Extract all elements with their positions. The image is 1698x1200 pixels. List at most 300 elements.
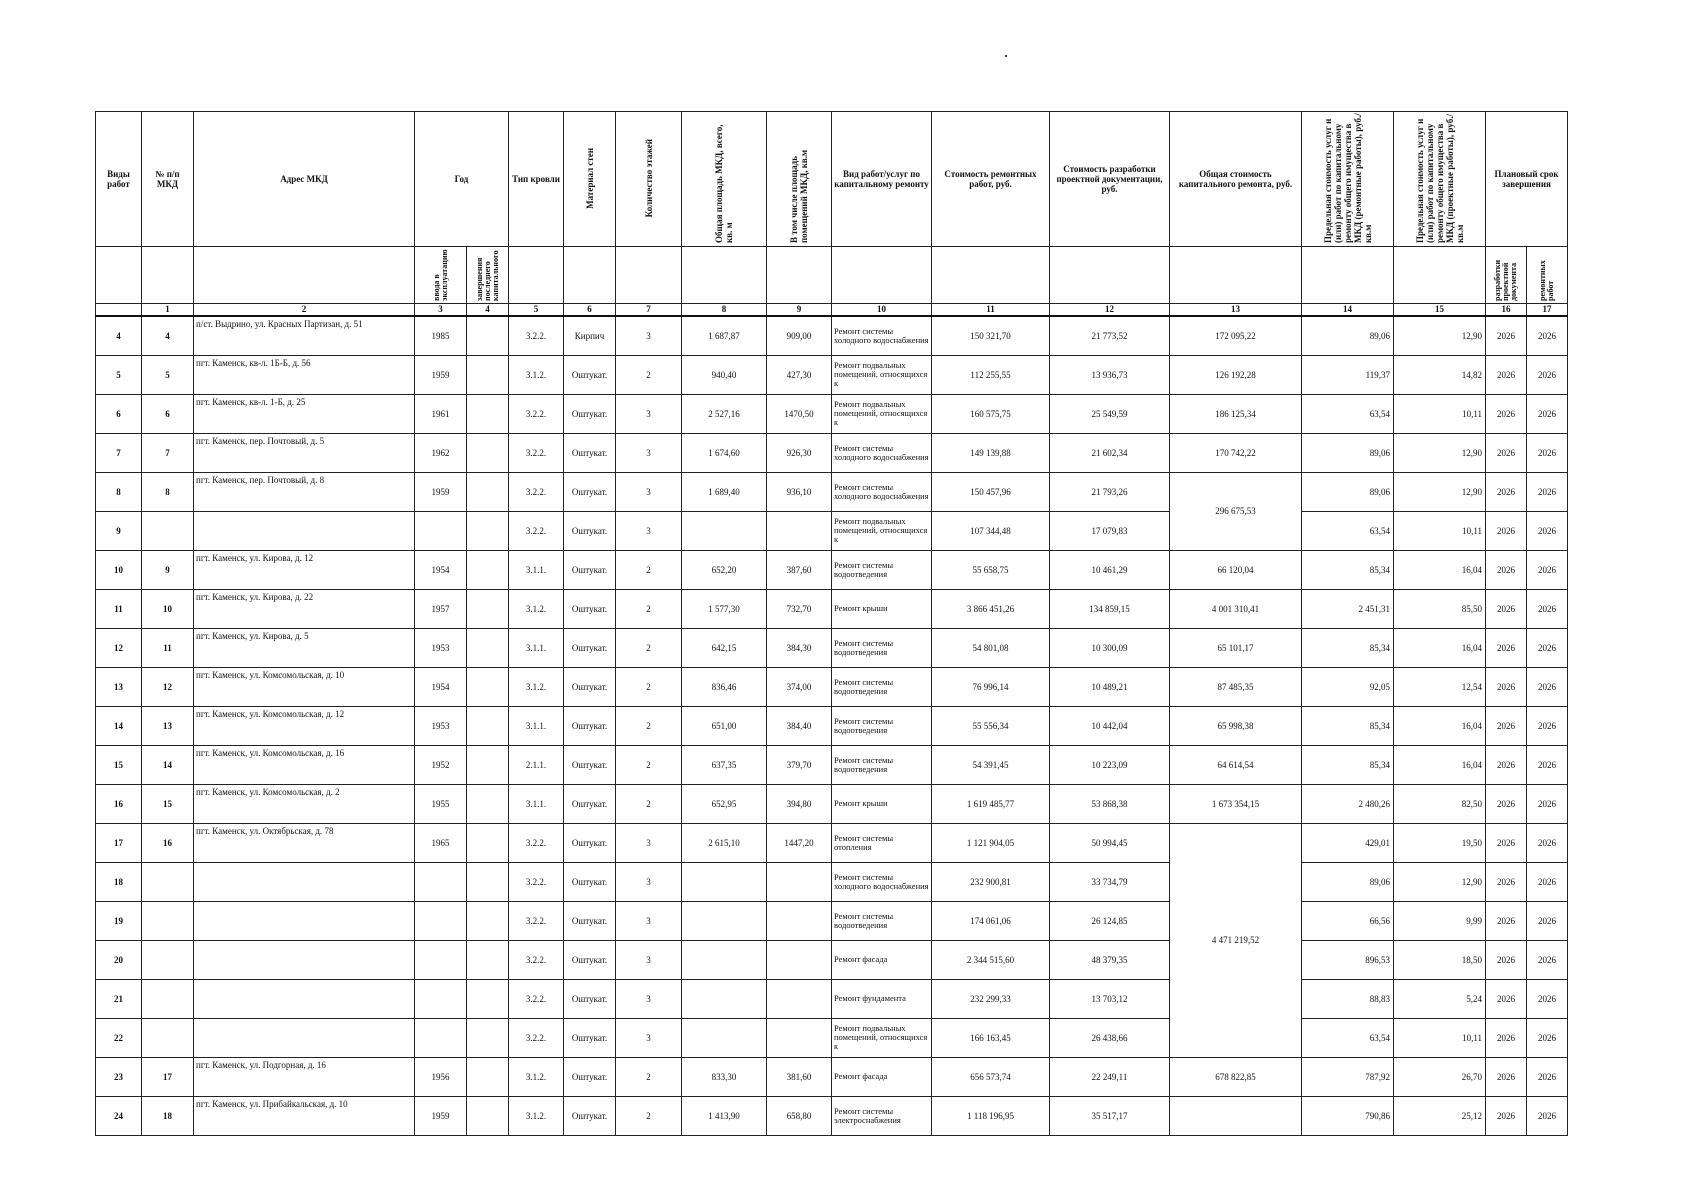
cell-vid-rabot: 7 — [96, 433, 142, 472]
cell-srok-proekt: 2026 — [1486, 1096, 1527, 1135]
cell-etazhi: 3 — [616, 1018, 682, 1057]
cell-tip-krovli: 3.1.2. — [509, 589, 564, 628]
cell-stoimost-razrabotki: 21 793,26 — [1050, 472, 1170, 511]
cell-adres — [194, 511, 415, 550]
cell-god-vvoda: 1965 — [415, 823, 467, 862]
cell-predelnaya-proekt: 12,90 — [1394, 316, 1486, 355]
cell-vid-rabot: 24 — [96, 1096, 142, 1135]
cell-god-zaversheniya — [467, 706, 509, 745]
cell-stoimost-remontnyh: 150 321,70 — [932, 316, 1050, 355]
cell-stoimost-razrabotki: 134 859,15 — [1050, 589, 1170, 628]
cell-obshchaya-ploshchad: 642,15 — [682, 628, 767, 667]
cell-vid-rabot-uslug: Ремонт крыши — [832, 589, 932, 628]
cell-god-vvoda — [415, 511, 467, 550]
cell-stoimost-remontnyh: 166 163,45 — [932, 1018, 1050, 1057]
cell-vid-rabot-uslug: Ремонт системы холодного водоснабжения — [832, 433, 932, 472]
cell-vid-rabot: 18 — [96, 862, 142, 901]
subheader-god-vvoda: ввода в эксплуатацию — [431, 249, 449, 301]
cell-obshchaya-ploshchad — [682, 979, 767, 1018]
cell-tip-krovli: 3.2.2. — [509, 511, 564, 550]
cell-predelnaya-proekt: 9,99 — [1394, 901, 1486, 940]
cell-material-sten: Оштукат. — [564, 784, 616, 823]
cell-adres — [194, 1018, 415, 1057]
cell-obshchaya-ploshchad — [682, 940, 767, 979]
cell-stoimost-remontnyh: 1 121 904,05 — [932, 823, 1050, 862]
cell-tip-krovli: 3.2.2. — [509, 823, 564, 862]
cell-stoimost-razrabotki: 17 079,83 — [1050, 511, 1170, 550]
cell-ploshchad-pomeshcheniy: 427,30 — [767, 355, 832, 394]
cell-etazhi: 2 — [616, 1096, 682, 1135]
cell-god-zaversheniya — [467, 628, 509, 667]
cell-srok-proekt: 2026 — [1486, 940, 1527, 979]
cell-srok-proekt: 2026 — [1486, 511, 1527, 550]
cell-stoimost-remontnyh: 149 139,88 — [932, 433, 1050, 472]
cell-ploshchad-pomeshcheniy: 381,60 — [767, 1057, 832, 1096]
cell-god-vvoda — [415, 1018, 467, 1057]
cell-srok-remont: 2026 — [1527, 784, 1568, 823]
cell-material-sten: Оштукат. — [564, 511, 616, 550]
cell-vid-rabot-uslug: Ремонт системы холодного водоснабжения — [832, 862, 932, 901]
cell-vid-rabot: 11 — [96, 589, 142, 628]
cell-srok-proekt: 2026 — [1486, 901, 1527, 940]
cell-predelnaya-proekt: 25,12 — [1394, 1096, 1486, 1135]
cell-adres: пгт. Каменск, ул. Кирова, д. 5 — [194, 628, 415, 667]
cell-adres: пгт. Каменск, кв-л. 1Б-Б, д. 56 — [194, 355, 415, 394]
table-row — [96, 823, 1568, 862]
cell-god-vvoda: 1953 — [415, 706, 467, 745]
cell-tip-krovli: 3.2.2. — [509, 472, 564, 511]
cell-obshchaya-ploshchad — [682, 862, 767, 901]
cell-predelnaya-remont: 88,83 — [1302, 979, 1394, 1018]
cell-ploshchad-pomeshcheniy: 379,70 — [767, 745, 832, 784]
cell-stoimost-razrabotki: 13 703,12 — [1050, 979, 1170, 1018]
cell-tip-krovli: 3.1.1. — [509, 628, 564, 667]
cell-srok-remont: 2026 — [1527, 1096, 1568, 1135]
cell-predelnaya-remont: 63,54 — [1302, 394, 1394, 433]
cell-predelnaya-proekt: 5,24 — [1394, 979, 1486, 1018]
table-row — [96, 355, 1568, 394]
cell-predelnaya-remont: 429,01 — [1302, 823, 1394, 862]
cell-etazhi: 3 — [616, 472, 682, 511]
cell-predelnaya-proekt: 10,11 — [1394, 511, 1486, 550]
cell-etazhi: 2 — [616, 784, 682, 823]
cell-predelnaya-remont: 2 480,26 — [1302, 784, 1394, 823]
cell-god-zaversheniya — [467, 1096, 509, 1135]
cell-srok-remont: 2026 — [1527, 940, 1568, 979]
cell-predelnaya-proekt: 16,04 — [1394, 745, 1486, 784]
cell-vid-rabot-uslug: Ремонт фасада — [832, 940, 932, 979]
cell-ploshchad-pomeshcheniy: 387,60 — [767, 550, 832, 589]
cell-obshchaya-ploshchad: 1 413,90 — [682, 1096, 767, 1135]
cell-stoimost-remontnyh: 55 556,34 — [932, 706, 1050, 745]
table-row — [96, 667, 1568, 706]
cell-obshchaya-ploshchad: 836,46 — [682, 667, 767, 706]
cell-material-sten: Оштукат. — [564, 589, 616, 628]
table-row — [96, 901, 1568, 940]
table-row — [96, 862, 1568, 901]
cell-etazhi: 3 — [616, 394, 682, 433]
column-number: 16 — [1486, 304, 1527, 317]
cell-vid-rabot: 8 — [96, 472, 142, 511]
subheader-srok-remont: ремонтных работ — [1538, 260, 1555, 301]
scan-speck — [1005, 55, 1007, 57]
cell-etazhi: 3 — [616, 979, 682, 1018]
cell-stoimost-remontnyh: 174 061,06 — [932, 901, 1050, 940]
cell-god-zaversheniya — [467, 1057, 509, 1096]
column-number: 5 — [509, 304, 564, 317]
cell-material-sten: Оштукат. — [564, 823, 616, 862]
cell-nomer-mkd — [142, 901, 194, 940]
cell-ploshchad-pomeshcheniy: 936,10 — [767, 472, 832, 511]
cell-stoimost-remontnyh: 54 801,08 — [932, 628, 1050, 667]
cell-nomer-mkd — [142, 979, 194, 1018]
cell-stoimost-remontnyh: 76 996,14 — [932, 667, 1050, 706]
cell-stoimost-remontnyh: 1 118 196,95 — [932, 1096, 1050, 1135]
cell-god-vvoda: 1959 — [415, 1096, 467, 1135]
cell-ploshchad-pomeshcheniy: 394,80 — [767, 784, 832, 823]
cell-adres — [194, 901, 415, 940]
cell-etazhi: 3 — [616, 940, 682, 979]
header-god: Год — [415, 112, 509, 247]
cell-vid-rabot-uslug: Ремонт системы водоотведения — [832, 628, 932, 667]
table-row — [96, 706, 1568, 745]
cell-god-zaversheniya — [467, 550, 509, 589]
cell-etazhi: 3 — [616, 316, 682, 355]
cell-material-sten: Оштукат. — [564, 628, 616, 667]
cell-obshchaya-ploshchad: 637,35 — [682, 745, 767, 784]
cell-material-sten: Оштукат. — [564, 901, 616, 940]
cell-etazhi: 2 — [616, 589, 682, 628]
cell-srok-remont: 2026 — [1527, 706, 1568, 745]
cell-adres — [194, 862, 415, 901]
column-number: 6 — [564, 304, 616, 317]
table-row — [96, 472, 1568, 511]
cell-material-sten: Оштукат. — [564, 1018, 616, 1057]
cell-tip-krovli: 3.2.2. — [509, 862, 564, 901]
cell-tip-krovli: 3.1.1. — [509, 550, 564, 589]
cell-predelnaya-remont: 89,06 — [1302, 472, 1394, 511]
cell-predelnaya-remont: 63,54 — [1302, 1018, 1394, 1057]
cell-predelnaya-proekt: 18,50 — [1394, 940, 1486, 979]
cell-obshchaya-stoimost: 65 998,38 — [1170, 706, 1302, 745]
cell-vid-rabot: 19 — [96, 901, 142, 940]
cell-predelnaya-remont: 89,06 — [1302, 862, 1394, 901]
cell-adres: пгт. Каменск, пер. Почтовый, д. 5 — [194, 433, 415, 472]
cell-stoimost-razrabotki: 53 868,38 — [1050, 784, 1170, 823]
cell-stoimost-remontnyh: 150 457,96 — [932, 472, 1050, 511]
cell-tip-krovli: 3.1.1. — [509, 706, 564, 745]
cell-god-vvoda: 1961 — [415, 394, 467, 433]
cell-stoimost-remontnyh: 3 866 451,26 — [932, 589, 1050, 628]
cell-material-sten: Оштукат. — [564, 745, 616, 784]
cell-obshchaya-stoimost: 678 822,85 — [1170, 1057, 1302, 1096]
cell-god-zaversheniya — [467, 745, 509, 784]
cell-stoimost-remontnyh: 656 573,74 — [932, 1057, 1050, 1096]
cell-god-zaversheniya — [467, 901, 509, 940]
cell-predelnaya-remont: 92,05 — [1302, 667, 1394, 706]
cell-vid-rabot: 4 — [96, 316, 142, 355]
cell-predelnaya-proekt: 19,50 — [1394, 823, 1486, 862]
cell-adres: п/ст. Выдрино, ул. Красных Партизан, д. 51 — [194, 316, 415, 355]
cell-material-sten: Оштукат. — [564, 667, 616, 706]
cell-predelnaya-proekt: 12,90 — [1394, 472, 1486, 511]
cell-stoimost-razrabotki: 48 379,35 — [1050, 940, 1170, 979]
cell-srok-remont: 2026 — [1527, 589, 1568, 628]
cell-obshchaya-ploshchad: 2 615,10 — [682, 823, 767, 862]
cell-srok-remont: 2026 — [1527, 550, 1568, 589]
column-number: 12 — [1050, 304, 1170, 317]
cell-vid-rabot-uslug: Ремонт системы водоотведения — [832, 550, 932, 589]
cell-predelnaya-proekt: 10,11 — [1394, 394, 1486, 433]
cell-vid-rabot-uslug: Ремонт системы холодного водоснабжения — [832, 472, 932, 511]
cell-vid-rabot: 6 — [96, 394, 142, 433]
column-number: 2 — [194, 304, 415, 317]
cell-vid-rabot: 22 — [96, 1018, 142, 1057]
cell-nomer-mkd: 7 — [142, 433, 194, 472]
header-ploshchad-pomeshcheniy: В том числе площадь помещений МКД, кв.м — [789, 149, 809, 243]
cell-vid-rabot: 21 — [96, 979, 142, 1018]
cell-obshchaya-ploshchad: 1 674,60 — [682, 433, 767, 472]
cell-srok-remont: 2026 — [1527, 355, 1568, 394]
cell-etazhi: 2 — [616, 550, 682, 589]
cell-material-sten: Оштукат. — [564, 472, 616, 511]
cell-vid-rabot: 16 — [96, 784, 142, 823]
cell-srok-remont: 2026 — [1527, 823, 1568, 862]
table-row — [96, 628, 1568, 667]
cell-material-sten: Оштукат. — [564, 433, 616, 472]
cell-obshchaya-stoimost: 1 673 354,15 — [1170, 784, 1302, 823]
cell-vid-rabot-uslug: Ремонт системы холодного водоснабжения — [832, 316, 932, 355]
cell-srok-proekt: 2026 — [1486, 745, 1527, 784]
cell-etazhi: 3 — [616, 862, 682, 901]
cell-nomer-mkd: 10 — [142, 589, 194, 628]
cell-ploshchad-pomeshcheniy — [767, 901, 832, 940]
cell-god-vvoda: 1959 — [415, 355, 467, 394]
cell-vid-rabot-uslug: Ремонт системы водоотведения — [832, 706, 932, 745]
cell-predelnaya-remont: 63,54 — [1302, 511, 1394, 550]
subheader-srok-proekt: разработки проектной документа — [1493, 259, 1518, 301]
cell-vid-rabot: 17 — [96, 823, 142, 862]
cell-vid-rabot: 23 — [96, 1057, 142, 1096]
cell-obshchaya-stoimost: 186 125,34 — [1170, 394, 1302, 433]
cell-tip-krovli: 2.1.1. — [509, 745, 564, 784]
cell-ploshchad-pomeshcheniy: 926,30 — [767, 433, 832, 472]
table-row — [96, 1018, 1568, 1057]
cell-srok-remont: 2026 — [1527, 979, 1568, 1018]
cell-obshchaya-ploshchad — [682, 1018, 767, 1057]
cell-stoimost-remontnyh: 112 255,55 — [932, 355, 1050, 394]
cell-predelnaya-remont: 85,34 — [1302, 550, 1394, 589]
cell-nomer-mkd: 5 — [142, 355, 194, 394]
cell-stoimost-razrabotki: 22 249,11 — [1050, 1057, 1170, 1096]
cell-god-vvoda: 1962 — [415, 433, 467, 472]
cell-srok-remont: 2026 — [1527, 511, 1568, 550]
cell-nomer-mkd: 15 — [142, 784, 194, 823]
cell-nomer-mkd: 18 — [142, 1096, 194, 1135]
cell-god-zaversheniya — [467, 979, 509, 1018]
cell-srok-remont: 2026 — [1527, 433, 1568, 472]
cell-predelnaya-proekt: 82,50 — [1394, 784, 1486, 823]
cell-nomer-mkd: 8 — [142, 472, 194, 511]
cell-etazhi: 3 — [616, 901, 682, 940]
cell-srok-proekt: 2026 — [1486, 1057, 1527, 1096]
cell-adres: пгт. Каменск, ул. Комсомольская, д. 16 — [194, 745, 415, 784]
cell-vid-rabot: 12 — [96, 628, 142, 667]
cell-obshchaya-stoimost: 66 120,04 — [1170, 550, 1302, 589]
cell-stoimost-remontnyh: 232 299,33 — [932, 979, 1050, 1018]
cell-adres: пгт. Каменск, кв-л. 1-Б, д. 25 — [194, 394, 415, 433]
cell-god-vvoda: 1952 — [415, 745, 467, 784]
cell-obshchaya-ploshchad — [682, 901, 767, 940]
cell-predelnaya-proekt: 12,90 — [1394, 862, 1486, 901]
cell-nomer-mkd — [142, 940, 194, 979]
cell-god-zaversheniya — [467, 472, 509, 511]
table-row — [96, 745, 1568, 784]
cell-god-vvoda — [415, 940, 467, 979]
subheader-god-zaversheniya: завершения последнего капитального — [474, 250, 500, 301]
column-number: 1 — [142, 304, 194, 317]
cell-stoimost-remontnyh: 107 344,48 — [932, 511, 1050, 550]
header-obshchaya-ploshchad: Общая площадь МКД, всего, кв. м — [714, 124, 734, 243]
cell-ploshchad-pomeshcheniy — [767, 862, 832, 901]
cell-tip-krovli: 3.1.2. — [509, 355, 564, 394]
cell-god-vvoda: 1985 — [415, 316, 467, 355]
cell-srok-proekt: 2026 — [1486, 433, 1527, 472]
cell-srok-remont: 2026 — [1527, 667, 1568, 706]
cell-obshchaya-ploshchad: 833,30 — [682, 1057, 767, 1096]
cell-god-zaversheniya — [467, 433, 509, 472]
header-obshchaya-stoimost: Общая стоимость капитального ремонта, руб. — [1170, 112, 1302, 247]
cell-tip-krovli: 3.1.2. — [509, 667, 564, 706]
cell-srok-proekt: 2026 — [1486, 823, 1527, 862]
cell-vid-rabot-uslug: Ремонт системы водоотведения — [832, 901, 932, 940]
cell-obshchaya-stoimost: 4 471 219,52 — [1170, 823, 1302, 1057]
cell-tip-krovli: 3.2.2. — [509, 979, 564, 1018]
cell-tip-krovli: 3.1.2. — [509, 1096, 564, 1135]
cell-vid-rabot: 9 — [96, 511, 142, 550]
cell-adres: пгт. Каменск, ул. Кирова, д. 22 — [194, 589, 415, 628]
cell-tip-krovli: 3.1.1. — [509, 784, 564, 823]
cell-god-zaversheniya — [467, 862, 509, 901]
cell-adres: пгт. Каменск, ул. Кирова, д. 12 — [194, 550, 415, 589]
cell-vid-rabot: 15 — [96, 745, 142, 784]
cell-nomer-mkd: 12 — [142, 667, 194, 706]
cell-god-zaversheniya — [467, 823, 509, 862]
header-tip-krovli: Тип кровли — [509, 112, 564, 247]
cell-god-vvoda — [415, 901, 467, 940]
cell-adres — [194, 940, 415, 979]
cell-god-vvoda: 1954 — [415, 550, 467, 589]
table-row — [96, 589, 1568, 628]
header-stoimost-razrabotki: Стоимость разработки проектной документации, руб. — [1050, 112, 1170, 247]
column-number — [96, 304, 142, 317]
cell-vid-rabot-uslug: Ремонт фундамента — [832, 979, 932, 1018]
cell-material-sten: Оштукат. — [564, 979, 616, 1018]
header-nomer-mkd: № п/п МКД — [142, 112, 194, 247]
cell-vid-rabot: 20 — [96, 940, 142, 979]
cell-etazhi: 2 — [616, 667, 682, 706]
cell-nomer-mkd: 9 — [142, 550, 194, 589]
cell-srok-remont: 2026 — [1527, 862, 1568, 901]
cell-srok-remont: 2026 — [1527, 745, 1568, 784]
cell-vid-rabot-uslug: Ремонт фасада — [832, 1057, 932, 1096]
column-number: 3 — [415, 304, 467, 317]
cell-vid-rabot-uslug: Ремонт системы отопления — [832, 823, 932, 862]
subheader-row — [96, 247, 1568, 304]
header-planovyi-srok: Плановый срок завершения — [1486, 112, 1568, 247]
cell-god-vvoda: 1959 — [415, 472, 467, 511]
cell-obshchaya-stoimost — [1170, 1096, 1302, 1135]
cell-srok-proekt: 2026 — [1486, 667, 1527, 706]
cell-god-zaversheniya — [467, 589, 509, 628]
cell-srok-proekt: 2026 — [1486, 628, 1527, 667]
cell-ploshchad-pomeshcheniy: 732,70 — [767, 589, 832, 628]
cell-obshchaya-ploshchad: 2 527,16 — [682, 394, 767, 433]
cell-material-sten: Оштукат. — [564, 706, 616, 745]
cell-vid-rabot: 13 — [96, 667, 142, 706]
cell-stoimost-razrabotki: 35 517,17 — [1050, 1096, 1170, 1135]
cell-obshchaya-stoimost: 4 001 310,41 — [1170, 589, 1302, 628]
cell-stoimost-razrabotki: 33 734,79 — [1050, 862, 1170, 901]
cell-material-sten: Оштукат. — [564, 1096, 616, 1135]
cell-ploshchad-pomeshcheniy: 384,40 — [767, 706, 832, 745]
cell-predelnaya-proekt: 85,50 — [1394, 589, 1486, 628]
column-number: 13 — [1170, 304, 1302, 317]
table-row — [96, 433, 1568, 472]
header-adres: Адрес МКД — [194, 112, 415, 247]
header-row — [96, 112, 1568, 247]
cell-stoimost-razrabotki: 10 300,09 — [1050, 628, 1170, 667]
cell-god-vvoda: 1955 — [415, 784, 467, 823]
cell-god-vvoda: 1954 — [415, 667, 467, 706]
cell-obshchaya-stoimost: 87 485,35 — [1170, 667, 1302, 706]
cell-nomer-mkd: 6 — [142, 394, 194, 433]
cell-predelnaya-remont: 85,34 — [1302, 628, 1394, 667]
cell-predelnaya-remont: 896,53 — [1302, 940, 1394, 979]
cell-vid-rabot-uslug: Ремонт подвальных помещений, относящихся к — [832, 1018, 932, 1057]
cell-vid-rabot-uslug: Ремонт системы электроснабжения — [832, 1096, 932, 1135]
header-etazhi: Количество этажей — [643, 138, 654, 218]
cell-ploshchad-pomeshcheniy — [767, 1018, 832, 1057]
capital-repair-table — [95, 111, 1568, 1136]
cell-obshchaya-ploshchad — [682, 511, 767, 550]
cell-god-zaversheniya — [467, 511, 509, 550]
column-number: 8 — [682, 304, 767, 317]
cell-adres: пгт. Каменск, ул. Октябрьская, д. 78 — [194, 823, 415, 862]
cell-predelnaya-remont: 85,34 — [1302, 706, 1394, 745]
cell-vid-rabot-uslug: Ремонт системы водоотведения — [832, 667, 932, 706]
cell-predelnaya-proekt: 12,54 — [1394, 667, 1486, 706]
cell-god-vvoda: 1953 — [415, 628, 467, 667]
cell-predelnaya-remont: 66,56 — [1302, 901, 1394, 940]
cell-obshchaya-ploshchad: 651,00 — [682, 706, 767, 745]
table-row — [96, 316, 1568, 355]
cell-etazhi: 3 — [616, 511, 682, 550]
cell-nomer-mkd: 4 — [142, 316, 194, 355]
cell-stoimost-razrabotki: 26 438,66 — [1050, 1018, 1170, 1057]
cell-obshchaya-ploshchad: 1 689,40 — [682, 472, 767, 511]
cell-srok-remont: 2026 — [1527, 901, 1568, 940]
cell-srok-proekt: 2026 — [1486, 1018, 1527, 1057]
cell-stoimost-remontnyh: 1 619 485,77 — [932, 784, 1050, 823]
cell-ploshchad-pomeshcheniy: 1470,50 — [767, 394, 832, 433]
cell-tip-krovli: 3.1.2. — [509, 1057, 564, 1096]
cell-stoimost-razrabotki: 21 602,34 — [1050, 433, 1170, 472]
cell-adres: пгт. Каменск, ул. Подгорная, д. 16 — [194, 1057, 415, 1096]
cell-stoimost-razrabotki: 10 223,09 — [1050, 745, 1170, 784]
cell-predelnaya-remont: 89,06 — [1302, 316, 1394, 355]
cell-etazhi: 2 — [616, 1057, 682, 1096]
